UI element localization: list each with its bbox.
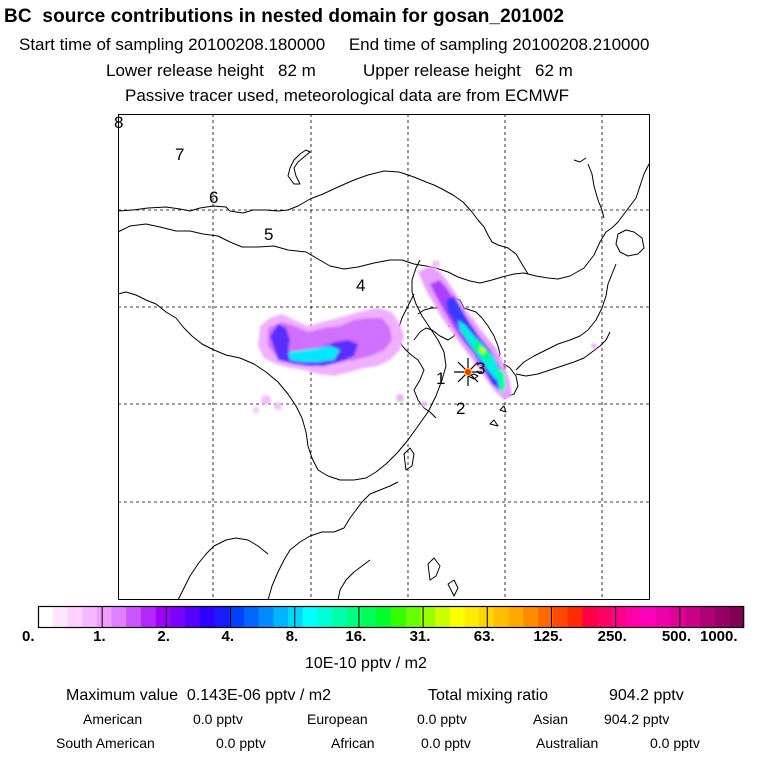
colorbar-cell [347,606,362,628]
colorbar-cell [641,606,656,628]
region-label-3: 3 [476,359,486,378]
colorbar-cell [200,606,215,628]
colorbar-tick-label: 31. [409,628,431,645]
sampling-times [19,36,649,53]
asian-label: Asian [533,711,569,727]
region-label-7: 7 [175,145,185,164]
colorbar-cell [376,606,391,628]
colorbar-tick-label: 0. [22,628,35,645]
region-label-6: 6 [209,188,219,207]
colorbar-cell [38,606,53,628]
colorbar-cell [465,606,480,628]
colorbar-cell [112,606,127,628]
colorbar-cell [273,606,288,628]
asian-value: 904.2 pptv [604,711,670,727]
colorbar-tick-label: 500. [661,628,692,645]
south-american-label: South American [56,735,155,751]
american-label: American [83,711,143,727]
colorbar-cell [156,606,171,628]
colorbar-cell [479,606,494,628]
colorbar-cell [259,606,274,628]
colorbar-cell [332,606,347,628]
end-time-label: End time of sampling 20100208.210000 [348,35,650,54]
colorbar-cell [185,606,200,628]
colorbar-cell [362,606,377,628]
colorbar-cell [126,606,141,628]
european-label: European [307,711,368,727]
colorbar-cell [553,606,568,628]
colorbar-cell [509,606,524,628]
colorbar-cell [406,606,421,628]
colorbar-cell [82,606,97,628]
american-value: 0.0 pptv [193,711,243,727]
region-label-1: 1 [436,369,446,388]
australian-label: Australian [536,735,599,751]
colorbar-cell [303,606,318,628]
colorbar-tick-label: 2. [157,628,170,645]
colorbar-cell [391,606,406,628]
summary-total-value: 904.2 pptv [609,687,684,704]
colorbar-cell [170,606,185,628]
colorbar-cell [568,606,583,628]
release-heights [106,62,573,79]
colorbar-tick-label: 250. [597,628,627,645]
colorbar-cell [435,606,450,628]
south-american-value: 0.0 pptv [216,735,266,751]
colorbar [38,606,744,628]
colorbar-cell [229,606,244,628]
african-value: 0.0 pptv [421,735,471,751]
region-label-2: 2 [456,399,466,418]
colorbar-cell [494,606,509,628]
colorbar-cell [97,606,112,628]
australian-value: 0.0 pptv [650,735,700,751]
upper-release-label: Upper release height 62 m [363,61,573,80]
african-label: African [331,735,375,751]
colorbar-tick-label: 8. [285,628,299,645]
summary-max: Maximum value 0.143E-06 pptv / m2 [66,687,332,704]
colorbar-cell [715,606,730,628]
colorbar-tick-label: 16. [345,628,367,645]
colorbar-cells [38,606,744,628]
tracer-info: Passive tracer used, meteorological data are from ECMWF [125,86,570,105]
colorbar-cell [685,606,700,628]
colorbar-cell [215,606,230,628]
colorbar-tick-label: 125. [533,628,563,645]
colorbar-cell [670,606,685,628]
page-title: BC source contributions in nested domain for gosan_201002 [4,6,565,27]
colorbar-cell [597,606,612,628]
colorbar-cell [656,606,671,628]
colorbar-cell [450,606,465,628]
region-label-8: 8 [114,113,124,132]
colorbar-cell [53,606,68,628]
colorbar-cell [538,606,553,628]
colorbar-cell [612,606,627,628]
colorbar-tick-label: 1000. [700,628,738,645]
colorbar-cell [288,606,303,628]
region-label-4: 4 [356,276,366,295]
european-value: 0.0 pptv [417,711,467,727]
colorbar-cell [626,606,641,628]
lower-release-label: Lower release height 82 m [106,61,316,80]
start-time-label: Start time of sampling 20100208.180000 [19,35,326,54]
colorbar-tick-label: 63. [473,628,495,645]
colorbar-cell [317,606,332,628]
colorbar-tick-label: 1. [93,628,106,645]
summary-total-label: Total mixing ratio [428,687,549,704]
colorbar-cell [729,606,744,628]
region-label-5: 5 [264,225,274,244]
colorbar-units: 10E-10 pptv / m2 [305,655,427,672]
colorbar-cell [244,606,259,628]
colorbar-cell [700,606,715,628]
colorbar-cell [141,606,156,628]
colorbar-cell [582,606,597,628]
colorbar-cell [67,606,82,628]
colorbar-tick-label: 4. [221,628,235,645]
colorbar-cell [523,606,538,628]
footprint-map [114,113,650,600]
